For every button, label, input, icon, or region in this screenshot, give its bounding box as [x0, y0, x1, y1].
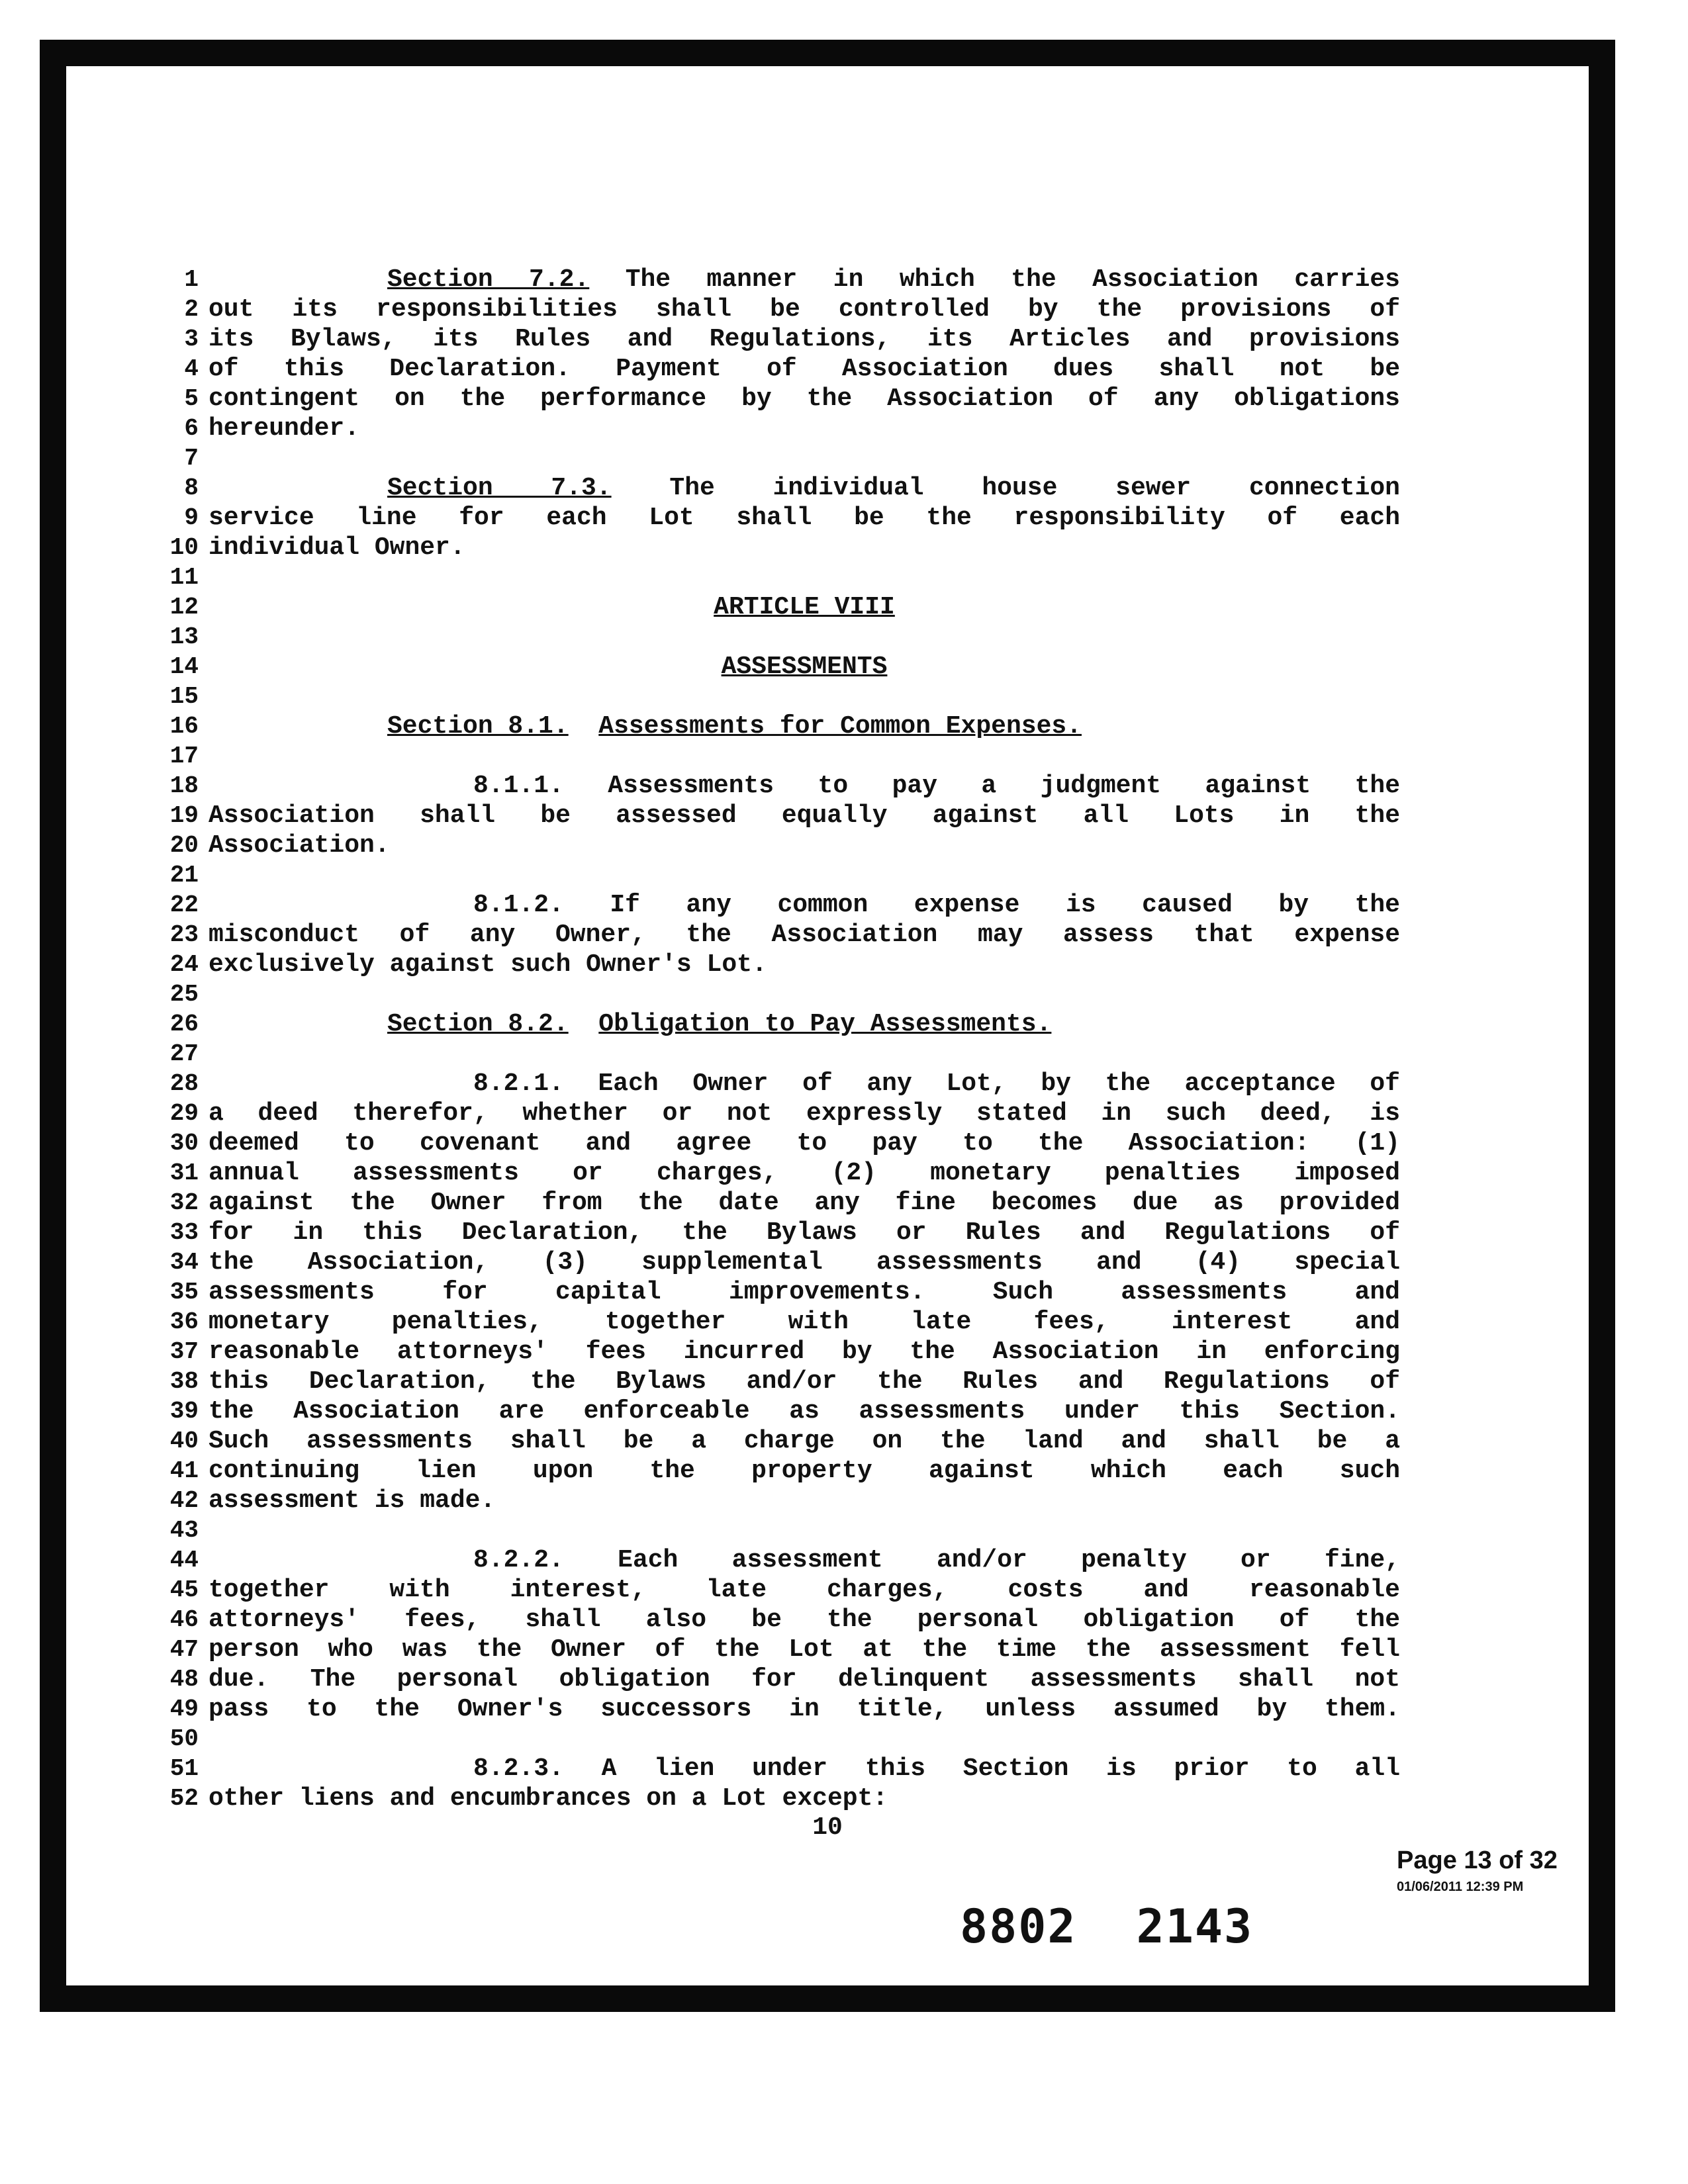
article-title: ASSESSMENTS: [721, 653, 888, 681]
line-number: 19: [169, 802, 199, 829]
body-line: 8.1.1. Assessments to pay a judgment against the: [473, 772, 1400, 800]
body-line: Association shall be assessed equally against all Lots in the: [209, 801, 1400, 830]
line-number: 49: [169, 1696, 199, 1723]
body-line: pass to the Owner's successors in title, unless assumed by them.: [209, 1695, 1400, 1723]
paragraph-number: 8.2.3.: [473, 1754, 564, 1783]
line-number: 33: [169, 1219, 199, 1246]
body-line: of this Declaration. Payment of Association dues shall not be: [209, 355, 1400, 383]
body-line: for in this Declaration, the Bylaws or Rules and Regulations of: [209, 1218, 1400, 1247]
line-number: 14: [169, 653, 199, 680]
blank-line: [209, 1724, 1400, 1754]
line-number: 29: [169, 1100, 199, 1127]
stamp-page: 2143: [1136, 1899, 1254, 1954]
line-number: 9: [184, 504, 199, 531]
line-number: 8: [184, 475, 199, 502]
blank-line: [209, 622, 1400, 652]
line-number: 15: [169, 683, 199, 710]
line-number: 48: [169, 1666, 199, 1693]
body-line: other liens and encumbrances on a Lot except:: [209, 1784, 888, 1813]
line-number: 21: [169, 862, 199, 889]
body-line: 8.2.3. A lien under this Section is prior to all: [473, 1754, 1401, 1783]
body-line: out its responsibilities shall be controlled by the provisions of: [209, 295, 1400, 324]
line-number: 17: [169, 743, 199, 770]
line-number: 31: [169, 1160, 199, 1187]
body-line: assessment is made.: [209, 1486, 496, 1515]
section-heading: Section 8.1.: [387, 712, 569, 741]
blank-line: [209, 563, 1400, 592]
line-number: 10: [169, 534, 199, 561]
line-number: 30: [169, 1130, 199, 1157]
line-number: 23: [169, 921, 199, 948]
paragraph-number: 8.2.1.: [473, 1069, 564, 1098]
stamp-book: 8802: [960, 1899, 1077, 1954]
body-line: reasonable attorneys' fees incurred by the Association in enforcing: [209, 1338, 1400, 1366]
paragraph-number: 8.2.2.: [473, 1546, 564, 1574]
body-line: exclusively against such Owner's Lot.: [209, 950, 767, 979]
line-number: 45: [169, 1576, 199, 1604]
section-title: Assessments for Common Expenses.: [598, 712, 1082, 741]
body-line: attorneys' fees, shall also be the personal obligation of the: [209, 1606, 1400, 1634]
line-number: 46: [169, 1606, 199, 1633]
line-number: 11: [169, 564, 199, 591]
body-line: assessments for capital improvements. Such assessments and: [209, 1278, 1400, 1306]
line-number: 35: [169, 1279, 199, 1306]
line-number: 43: [169, 1517, 199, 1544]
paragraph-number: 8.1.1.: [473, 772, 564, 800]
line-number: 24: [169, 951, 199, 978]
line-number: 26: [169, 1011, 199, 1038]
line-number: 39: [169, 1398, 199, 1425]
line-number: 41: [169, 1457, 199, 1484]
body-line: individual Owner.: [209, 533, 465, 562]
section-line: [209, 711, 1400, 741]
body-line: deemed to covenant and agree to pay to the Association: (1): [209, 1129, 1400, 1158]
line-number: 40: [169, 1428, 199, 1455]
body-line: Section 7.3. The individual house sewer connection: [387, 474, 1400, 502]
line-number-gutter: [113, 265, 199, 1813]
body-line: hereunder.: [209, 414, 360, 443]
blank-line: [209, 682, 1400, 711]
paragraph-number: 8.1.2.: [473, 891, 564, 919]
line-number: 42: [169, 1487, 199, 1514]
line-number: 36: [169, 1308, 199, 1336]
body-line: contingent on the performance by the Association of any obligations: [209, 385, 1400, 413]
recording-stamp: [960, 1899, 1313, 1954]
body-line: person who was the Owner of the Lot at the time the assessment fell: [209, 1635, 1400, 1664]
line-number: 4: [184, 355, 199, 383]
body-line: against the Owner from the date any fine becomes due as provided: [209, 1189, 1400, 1217]
body-line: service line for each Lot shall be the responsibility of each: [209, 504, 1400, 532]
line-number: 47: [169, 1636, 199, 1663]
line-number: 16: [169, 713, 199, 740]
line-number: 25: [169, 981, 199, 1008]
body-line: monetary penalties, together with late fees, interest and: [209, 1308, 1400, 1336]
line-number: 7: [184, 445, 199, 472]
line-number: 13: [169, 623, 199, 651]
line-number: 12: [169, 594, 199, 621]
section-heading: Section 8.2.: [387, 1010, 569, 1038]
body-line: the Association, (3) supplemental assessments and (4) special: [209, 1248, 1400, 1277]
article-heading: ARTICLE VIII: [714, 593, 895, 621]
section-heading: Section 7.2.: [387, 265, 590, 294]
document-body: [209, 265, 1400, 1813]
line-number: 1: [184, 266, 199, 293]
blank-line: [209, 443, 1400, 473]
line-number: 22: [169, 891, 199, 919]
line-number: 38: [169, 1368, 199, 1395]
line-number: 34: [169, 1249, 199, 1276]
line-number: 6: [184, 415, 199, 442]
body-line: its Bylaws, its Rules and Regulations, its Articles and provisions: [209, 325, 1400, 353]
line-number: 32: [169, 1189, 199, 1216]
body-line: 8.2.1. Each Owner of any Lot, by the acceptance of: [473, 1069, 1400, 1098]
blank-line: [209, 1039, 1400, 1069]
body-line: due. The personal obligation for delinquent assessments shall not: [209, 1665, 1400, 1694]
body-line: continuing lien upon the property against which each such: [209, 1457, 1400, 1485]
scan-border: [40, 40, 1615, 2012]
blank-line: [209, 741, 1400, 771]
section-title: Obligation to Pay Assessments.: [598, 1010, 1052, 1038]
blank-line: [209, 1516, 1400, 1545]
body-line: misconduct of any Owner, the Association may assess that expense: [209, 921, 1400, 949]
body-line: this Declaration, the Bylaws and/or the Rules and Regulations of: [209, 1367, 1400, 1396]
section-line: [209, 1009, 1400, 1039]
section-heading: Section 7.3.: [387, 474, 612, 502]
line-number: 18: [169, 772, 199, 799]
body-line: 8.1.2. If any common expense is caused by the: [473, 891, 1400, 919]
line-number: 3: [184, 326, 199, 353]
body-line: a deed therefor, whether or not expressly stated in such deed, is: [209, 1099, 1400, 1128]
page-of-label: Page 13 of 32: [1397, 1846, 1558, 1874]
line-number: 50: [169, 1725, 199, 1752]
line-number: 20: [169, 832, 199, 859]
line-number: 37: [169, 1338, 199, 1365]
body-line: together with interest, late charges, costs and reasonable: [209, 1576, 1400, 1604]
body-line: Section 7.2. The manner in which the Association carries: [387, 265, 1400, 294]
line-number: 28: [169, 1070, 199, 1097]
blank-line: [209, 860, 1400, 890]
line-number: 2: [184, 296, 199, 323]
body-line: Such assessments shall be a charge on the land and shall be a: [209, 1427, 1400, 1455]
timestamp: 01/06/2011 12:39 PM: [1397, 1880, 1524, 1894]
line-number: 51: [169, 1755, 199, 1782]
document-page: [66, 66, 1589, 1985]
body-line: 8.2.2. Each assessment and/or penalty or fine,: [473, 1546, 1400, 1574]
body-line: the Association are enforceable as assessments under this Section.: [209, 1397, 1400, 1426]
body-line: Association.: [209, 831, 390, 860]
line-number: 27: [169, 1040, 199, 1068]
page-number: 10: [812, 1813, 843, 1842]
line-number: 52: [169, 1785, 199, 1812]
blank-line: [209, 979, 1400, 1009]
line-number: 44: [169, 1547, 199, 1574]
line-number: 5: [184, 385, 199, 412]
body-line: annual assessments or charges, (2) monetary penalties imposed: [209, 1159, 1400, 1187]
